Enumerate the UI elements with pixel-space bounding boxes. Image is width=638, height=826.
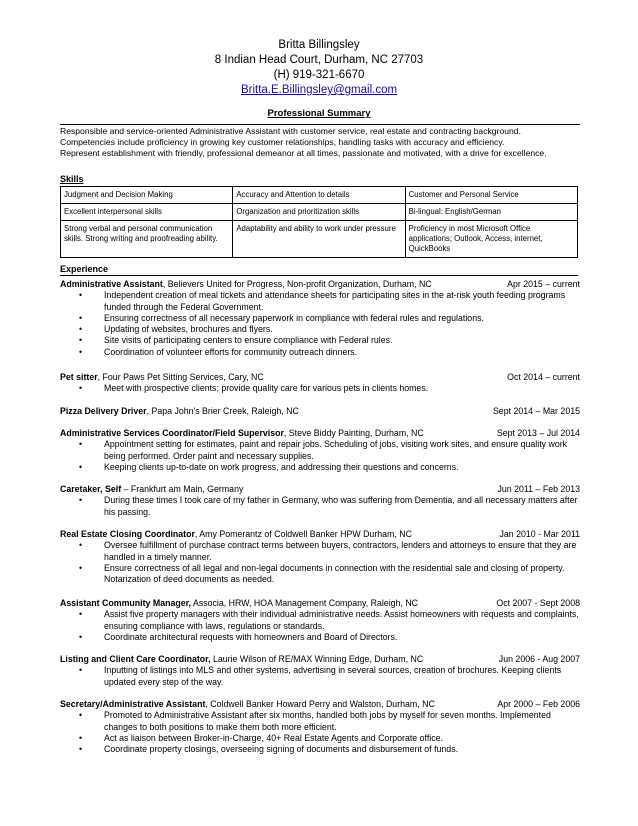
duty-item: • Act as liaison between Broker-in-Charge, 40+ Real Estate Agents and Corporate office. bbox=[79, 732, 443, 743]
skill-cell: Judgment and Decision Making bbox=[61, 187, 233, 204]
skills-table bbox=[60, 186, 578, 258]
job-dates: Sept 2013 – Jul 2014 bbox=[496, 428, 580, 438]
duty-item: • Inputting of listings into MLS and other systems, advertising in several sources, creation of brochures. Keeping clients updated every step of the way. bbox=[79, 665, 562, 687]
bullet-icon: • bbox=[79, 732, 83, 743]
bullet-icon: • bbox=[79, 439, 83, 450]
job-dates: Jun 2011 – Feb 2013 bbox=[497, 484, 580, 494]
bullet-icon: • bbox=[79, 335, 83, 346]
job-employer: Laurie Wilson of RE/MAX Winning Edge, Durham, NC bbox=[210, 654, 424, 664]
phone: (H) 919-321-6670 bbox=[273, 69, 365, 81]
duty-item: • Independent creation of meal tickets and attendance sheets for participating sites in the at-risk youth feeding programs funded through the Federal Government. bbox=[79, 290, 566, 312]
duty-item: • Promoted to Administrative Assistant after six months, handled both jobs by myself for seven months. Implemented changes to both positions to make them both more efficient. bbox=[79, 710, 551, 732]
skill-cell: Proficiency in most Microsoft Office applications; Outlook, Access, internet, QuickBooks bbox=[405, 221, 577, 258]
job-title: Caretaker, Self bbox=[60, 484, 122, 494]
job-entry bbox=[60, 654, 580, 688]
job-employer: , Steve Biddy Painting, Durham, NC bbox=[283, 428, 424, 438]
email-link[interactable]: Britta.E.Billingsley@gmail.com bbox=[240, 84, 398, 96]
job-entry bbox=[60, 428, 580, 473]
job-duties bbox=[60, 540, 580, 585]
skill-cell: Accuracy and Attention to details bbox=[233, 187, 405, 204]
job-title: Listing and Client Care Coordinator, bbox=[60, 654, 211, 664]
summary-line: Competencies include proficiency in growing key customer relationships, handling tasks with accuracy and efficiency. bbox=[60, 137, 505, 147]
candidate-name: Britta Billingsley bbox=[278, 39, 360, 51]
duty-item: • Meet with prospective clients; provide quality care for various pets in clients homes. bbox=[79, 383, 429, 394]
job-duties bbox=[60, 710, 580, 755]
bullet-icon: • bbox=[79, 383, 83, 394]
summary-title: Professional Summary bbox=[267, 108, 371, 119]
job-dates: Sept 2014 – Mar 2015 bbox=[492, 406, 580, 416]
bullet-icon: • bbox=[79, 631, 83, 642]
job-dates: Apr 2000 – Feb 2006 bbox=[497, 699, 580, 709]
skills-row bbox=[61, 221, 578, 258]
address: 8 Indian Head Court, Durham, NC 27703 bbox=[214, 54, 424, 66]
job-dates: Oct 2007 - Sept 2008 bbox=[496, 598, 580, 608]
skill-cell: Excellent interpersonal skills bbox=[61, 204, 233, 221]
job-duties bbox=[60, 609, 580, 643]
bullet-icon: • bbox=[79, 609, 83, 620]
job-entry bbox=[60, 406, 580, 417]
job-title: Secretary/Administrative Assistant bbox=[60, 699, 206, 709]
bullet-icon: • bbox=[79, 461, 83, 472]
experience-title: Experience bbox=[60, 264, 109, 274]
job-duties bbox=[60, 383, 580, 394]
job-employer: – Frankfurt am Main, Germany bbox=[121, 484, 244, 494]
bullet-icon: • bbox=[79, 744, 83, 755]
job-employer: , Coldwell Banker Howard Perry and Walston, Durham, NC bbox=[205, 699, 435, 709]
job-duties bbox=[60, 439, 580, 473]
job-entry bbox=[60, 598, 580, 643]
job-title: Administrative Services Coordinator/Field Supervisor bbox=[60, 428, 284, 438]
skills-title: Skills bbox=[60, 174, 84, 184]
summary-line: Represent establishment with friendly, professional demeanor at all times, passionate and motivated, with a drive for excellence. bbox=[60, 148, 547, 158]
job-duties bbox=[60, 495, 580, 518]
job-employer: , Amy Pomerantz of Coldwell Banker HPW Durham, NC bbox=[194, 529, 412, 539]
job-employer: Associa, HRW, HOA Management Company, Raleigh, NC bbox=[191, 598, 419, 608]
duty-item: • Assist five property managers with their individual administrative needs. Assist homeowners with requests and complaints, ensuring compliance with laws, regulations or standards. bbox=[79, 609, 579, 631]
job-dates: Jun 2006 - Aug 2007 bbox=[498, 654, 580, 664]
skills-row bbox=[61, 204, 578, 221]
skill-cell: Bi-lingual: English/German bbox=[405, 204, 577, 221]
duty-item: • Site visits of participating centers to ensure compliance with Federal rules. bbox=[79, 335, 393, 346]
job-dates: Oct 2014 – current bbox=[507, 372, 580, 382]
skills-row bbox=[61, 187, 578, 204]
duty-item: • Keeping clients up-to-date on work progress, and addressing their questions and concerns. bbox=[79, 461, 459, 472]
duty-item: • Ensure correctness of all legal and non-legal documents in connection with the residential sale and closing of property. Notarization of deed documents as needed. bbox=[79, 562, 565, 585]
job-entry bbox=[60, 699, 580, 755]
bullet-icon: • bbox=[79, 495, 83, 506]
bullet-icon: • bbox=[79, 312, 83, 323]
contact-header bbox=[0, 38, 638, 98]
skill-cell: Adaptability and ability to work under pressure bbox=[233, 221, 405, 258]
job-employer: , Four Paws Pet Sitting Services, Cary, NC bbox=[97, 372, 264, 382]
bullet-icon: • bbox=[79, 324, 83, 335]
duty-item: • During these times I took care of my father in Germany, who was suffering from Dementia, and all necessary matters after his passing. bbox=[79, 495, 578, 517]
skill-cell: Organization and prioritization skills bbox=[233, 204, 405, 221]
job-title: Administrative Assistant bbox=[60, 279, 163, 289]
job-duties bbox=[60, 665, 580, 688]
job-dates: Jan 2010 - Mar 2011 bbox=[499, 529, 580, 539]
duty-item: • Oversee fulfillment of purchase contract terms between buyers, contractors, lenders and attorneys to ensure that they are handled in a timely manner. bbox=[79, 540, 577, 562]
job-employer: , Papa John's Brier Creek, Raleigh, NC bbox=[146, 406, 299, 416]
job-title: Real Estate Closing Coordinator bbox=[60, 529, 195, 539]
job-title: Assistant Community Manager, bbox=[60, 598, 192, 608]
job-title: Pet sitter bbox=[60, 372, 98, 382]
job-title: Pizza Delivery Driver bbox=[60, 406, 147, 416]
duty-item: • Coordinate property closings, overseeing signing of documents and disbursement of funds. bbox=[79, 744, 459, 755]
job-employer: , Believers United for Progress, Non-profit Organization, Durham, NC bbox=[162, 279, 432, 289]
job-dates: Apr 2015 – current bbox=[507, 279, 580, 289]
duty-item: • Coordinate architectural requests with homeowners and Board of Directors. bbox=[79, 631, 398, 642]
job-duties bbox=[60, 290, 580, 358]
duty-item: • Appointment setting for estimates, paint and repair jobs. Scheduling of jobs, visiting work sites, and ensure quality work being performed. Order paint and necessary supplies. bbox=[79, 439, 568, 461]
skill-cell: Customer and Personal Service bbox=[405, 187, 577, 204]
summary-line: Responsible and service-oriented Administrative Assistant with customer service, real estate and contracting background. bbox=[60, 126, 521, 136]
duty-item: • Ensuring correctness of all necessary paperwork in compliance with federal rules and regulations. bbox=[79, 312, 484, 323]
skill-cell: Strong verbal and personal communication skills. Strong writing and proofreading ability. bbox=[61, 221, 233, 258]
job-entry bbox=[60, 484, 580, 518]
job-entry bbox=[60, 372, 580, 395]
bullet-icon: • bbox=[79, 290, 83, 301]
bullet-icon: • bbox=[79, 665, 83, 676]
duty-item: • Coordination of volunteer efforts for community outreach dinners. bbox=[79, 346, 358, 357]
job-entry bbox=[60, 279, 580, 358]
bullet-icon: • bbox=[79, 562, 83, 573]
summary-text bbox=[60, 124, 580, 159]
duty-item: • Updating of websites, brochures and flyers. bbox=[79, 324, 273, 335]
experience-divider bbox=[60, 275, 578, 276]
bullet-icon: • bbox=[79, 710, 83, 721]
job-entry bbox=[60, 529, 580, 585]
bullet-icon: • bbox=[79, 346, 83, 357]
bullet-icon: • bbox=[79, 540, 83, 551]
